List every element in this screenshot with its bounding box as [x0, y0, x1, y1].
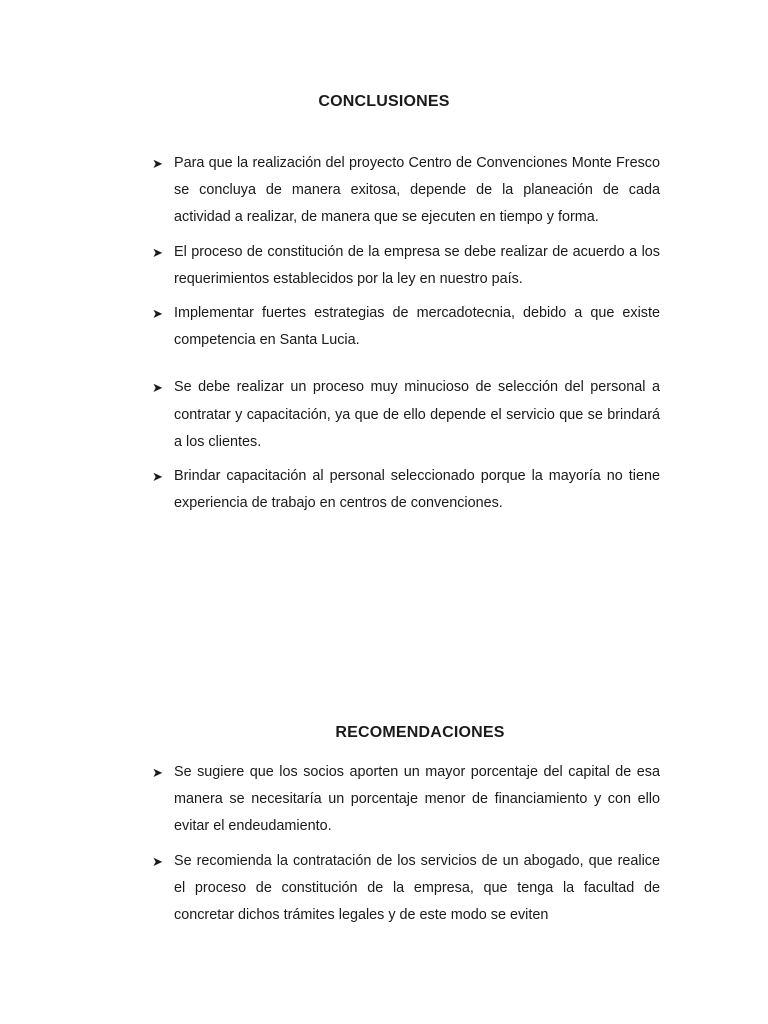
arrowhead-bullet-icon: ➤	[152, 380, 163, 396]
list-item	[152, 150, 660, 232]
arrowhead-bullet-icon: ➤	[152, 853, 163, 869]
list-item	[152, 239, 660, 293]
list-item-text: Implementar fuertes estrategias de mercadotecnia, debido a que existe competencia en Santa Lucia.	[174, 305, 660, 349]
list-item	[152, 848, 660, 930]
conclusiones-list	[152, 150, 660, 524]
list-item	[152, 374, 660, 456]
list-item-text: Se recomienda la contratación de los servicios de un abogado, que realice el proceso de constitución de la empresa, que tenga la facultad de concretar dichos trámites legales y de este modo se eviten	[174, 852, 660, 924]
list-item-text: Brindar capacitación al personal seleccionado porque la mayoría no tiene experiencia de trabajo en centros de convenciones.	[174, 468, 660, 512]
list-item-text: Para que la realización del proyecto Centro de Convenciones Monte Fresco se concluya de manera exitosa, depende de la planeación de cada actividad a realizar, de manera que se ejecuten en tiempo y forma.	[174, 155, 660, 226]
recomendaciones-list	[152, 759, 660, 937]
list-item-text: El proceso de constitución de la empresa se debe realizar de acuerdo a los requerimientos establecidos por la ley en nuestro país.	[174, 243, 660, 287]
conclusiones-heading: CONCLUSIONES	[318, 93, 450, 110]
list-item-text: Se sugiere que los socios aporten un mayor porcentaje del capital de esa manera se necesitaría un porcentaje menor de financiamiento y con ello evitar el endeudamiento.	[174, 764, 660, 835]
arrowhead-bullet-icon: ➤	[152, 156, 163, 171]
list-item	[152, 759, 660, 841]
arrowhead-bullet-icon: ➤	[152, 244, 163, 260]
list-item	[152, 463, 660, 517]
recomendaciones-heading: RECOMENDACIONES	[335, 724, 505, 741]
arrowhead-bullet-icon: ➤	[152, 306, 163, 322]
list-item	[152, 300, 660, 354]
arrowhead-bullet-icon: ➤	[152, 469, 163, 485]
list-item-text: Se debe realizar un proceso muy minucioso de selección del personal a contratar y capacitación, ya que de ello depende el servicio que se brindará a los clientes.	[174, 379, 660, 450]
arrowhead-bullet-icon: ➤	[152, 765, 163, 780]
